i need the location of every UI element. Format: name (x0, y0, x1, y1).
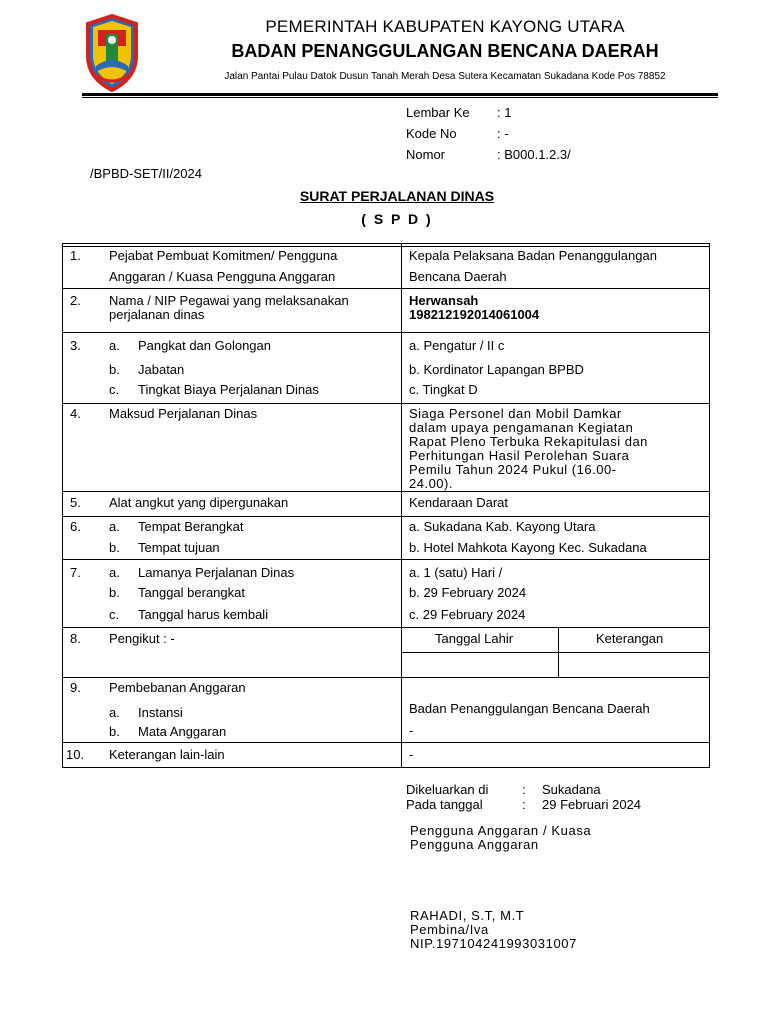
row3-b-marker: b. (109, 362, 120, 377)
document-reference: /BPBD-SET/II/2024 (90, 166, 202, 181)
row6-b-marker: b. (109, 540, 120, 555)
row2-label-line2: perjalanan dinas (109, 307, 205, 322)
signer-nip: NIP.197104241993031007 (410, 936, 577, 951)
row7-c-label: Tanggal harus kembali (138, 607, 269, 622)
header-agency: BADAN PENANGGULANGAN BENCANA DAERAH (231, 41, 659, 61)
issued-date-colon: : (522, 797, 526, 812)
row7-a-marker: a. (109, 565, 120, 580)
row6-a-value: a. Sukadana Kab. Kayong Utara (409, 519, 596, 534)
row3-a-marker: a. (109, 338, 120, 353)
row10-number: 10. (66, 747, 85, 762)
kayong-utara-emblem (84, 14, 140, 92)
document-subtitle: ( S P D ) (361, 211, 433, 227)
signer-rank: Pembina/Iva (410, 922, 489, 937)
row5-value: Kendaraan Darat (409, 495, 509, 510)
nomor-value: : B000.1.2.3/ (497, 147, 571, 162)
row8-label: Pengikut : - (109, 631, 175, 646)
purpose-line: 24.00). (409, 476, 453, 491)
row1-label-line1: Pejabat Pembuat Komitmen/ Pengguna (109, 248, 338, 263)
row1-value-line2: Bencana Daerah (409, 269, 507, 284)
row10-label: Keterangan lain-lain (109, 747, 225, 762)
lembar-label: Lembar Ke (406, 105, 470, 120)
row8-col-birthdate: Tanggal Lahir (435, 631, 514, 646)
signer-role-line2: Pengguna Anggaran (410, 837, 539, 852)
row1-value-line1: Kepala Pelaksana Badan Penanggulangan (409, 248, 657, 263)
row3-number: 3. (70, 338, 81, 353)
row3-a-label: Pangkat dan Golongan (138, 338, 271, 353)
row4-label: Maksud Perjalanan Dinas (109, 406, 258, 421)
row6-b-value: b. Hotel Mahkota Kayong Kec. Sukadana (409, 540, 647, 555)
issued-place-value: Sukadana (542, 782, 601, 797)
nomor-label: Nomor (406, 147, 446, 162)
row7-b-marker: b. (109, 585, 120, 600)
row6-a-marker: a. (109, 519, 120, 534)
row9-a-label: Instansi (138, 705, 183, 720)
purpose-line: dalam upaya pengamanan Kegiatan (409, 420, 634, 435)
row1-label-line2: Anggaran / Kuasa Pengguna Anggaran (109, 269, 336, 284)
row2-label-line1: Nama / NIP Pegawai yang melaksanakan (109, 293, 349, 308)
header-address: Jalan Pantai Pulau Datok Dusun Tanah Merah Desa Sutera Kecamatan Sukadana Kode Pos 78852 (224, 71, 666, 82)
row9-a-value: Badan Penanggulangan Bencana Daerah (409, 701, 650, 716)
header-rule-thin (82, 97, 718, 98)
kode-label: Kode No (406, 126, 457, 141)
employee-name: Herwansah (409, 293, 479, 308)
purpose-line: Rapat Pleno Terbuka Rekapitulasi dan (409, 434, 648, 449)
purpose-line: Siaga Personel dan Mobil Damkar (409, 406, 622, 421)
row7-b-label: Tanggal berangkat (138, 585, 245, 600)
header-rule-thick (82, 93, 718, 96)
row7-b-value: b. 29 February 2024 (409, 585, 527, 600)
purpose-line: Perhitungan Hasil Perolehan Suara (409, 448, 630, 463)
row9-b-marker: b. (109, 724, 120, 739)
row8-number: 8. (70, 631, 81, 646)
row8-col-notes: Keterangan (596, 631, 664, 646)
row3-a-value: a. Pengatur / II c (409, 338, 505, 353)
row7-a-value: a. 1 (satu) Hari / (409, 565, 503, 580)
row9-number: 9. (70, 680, 81, 695)
row7-c-marker: c. (109, 607, 120, 622)
signer-name: RAHADI, S.T, M.T (410, 908, 525, 923)
row5-label: Alat angkut yang dipergunakan (109, 495, 289, 510)
row9-label: Pembebanan Anggaran (109, 680, 246, 695)
issued-date-value: 29 Februari 2024 (542, 797, 642, 812)
lembar-value: : 1 (497, 105, 512, 120)
signer-role-line1: Pengguna Anggaran / Kuasa (410, 823, 592, 838)
row2-number: 2. (70, 293, 81, 308)
row10-value: - (409, 747, 414, 762)
row9-b-label: Mata Anggaran (138, 724, 227, 739)
row6-a-label: Tempat Berangkat (138, 519, 244, 534)
row7-c-value: c. 29 February 2024 (409, 607, 526, 622)
document-title: SURAT PERJALANAN DINAS (299, 188, 495, 204)
spd-table (62, 243, 710, 768)
row7-a-label: Lamanya Perjalanan Dinas (138, 565, 295, 580)
issued-date-label: Pada tanggal (406, 797, 483, 812)
purpose-line: Pemilu Tahun 2024 Pukul (16.00- (409, 462, 617, 477)
row3-c-value: c. Tingkat D (409, 382, 478, 397)
row3-b-label: Jabatan (138, 362, 185, 377)
issued-place-colon: : (522, 782, 526, 797)
issued-place-label: Dikeluarkan di (406, 782, 489, 797)
row6-number: 6. (70, 519, 81, 534)
kode-value: : - (497, 126, 509, 141)
row1-number: 1. (70, 248, 81, 263)
row9-a-marker: a. (109, 705, 120, 720)
row3-c-marker: c. (109, 382, 120, 397)
row9-b-value: - (409, 723, 414, 738)
row6-b-label: Tempat tujuan (138, 540, 220, 555)
header-government: PEMERINTAH KABUPATEN KAYONG UTARA (265, 17, 625, 36)
row3-b-value: b. Kordinator Lapangan BPBD (409, 362, 584, 377)
row4-number: 4. (70, 406, 81, 421)
row7-number: 7. (70, 565, 81, 580)
row5-number: 5. (70, 495, 81, 510)
employee-nip: 198212192014061004 (409, 307, 540, 322)
row3-c-label: Tingkat Biaya Perjalanan Dinas (138, 382, 319, 397)
